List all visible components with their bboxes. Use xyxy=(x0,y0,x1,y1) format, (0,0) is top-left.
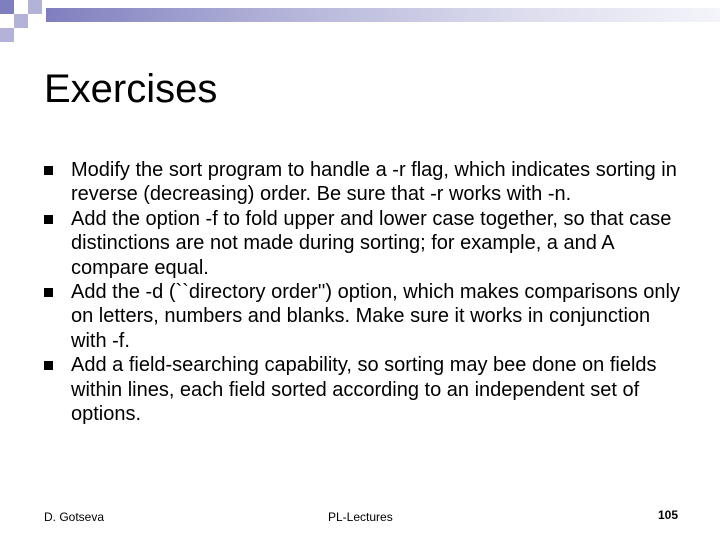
bullet-text: Modify the sort program to handle a -r flag, which indicates sorting in reverse (decreasing) order. Be sure that -r works with -n. xyxy=(71,159,677,206)
banner-square xyxy=(28,0,42,14)
square-bullet-icon xyxy=(44,288,53,297)
square-bullet-icon xyxy=(44,215,53,224)
page-number: 105 xyxy=(657,508,678,522)
banner-square xyxy=(14,14,28,28)
bullet-item xyxy=(44,158,684,207)
footer-course: PL-Lectures xyxy=(328,510,393,524)
bullet-text: Add a field-searching capability, so sorting may bee done on fields within lines, each field sorted according to an independent set of options. xyxy=(71,354,657,426)
banner-square xyxy=(28,14,42,28)
bullet-item xyxy=(44,207,684,280)
banner-square xyxy=(0,14,14,28)
banner-square xyxy=(14,28,28,42)
square-bullet-icon xyxy=(44,166,53,175)
bullet-list xyxy=(44,158,684,426)
banner-gradient-bar xyxy=(46,8,720,22)
decorative-banner xyxy=(0,0,720,48)
banner-square xyxy=(0,0,14,14)
bullet-item xyxy=(44,353,684,426)
bullet-text: Add the -d (``directory order'') option, which makes comparisons only on letters, numbers and blanks. Make sure it works in conjunction with -f. xyxy=(71,281,680,352)
banner-square xyxy=(14,0,28,14)
slide-title: Exercises xyxy=(44,67,218,111)
bullet-text: Add the option -f to fold upper and lower case together, so that case distinctions are not made during sorting; for example, a and A compare equal. xyxy=(71,207,672,279)
footer-author: D. Gotseva xyxy=(44,510,105,524)
square-bullet-icon xyxy=(44,361,53,370)
banner-square xyxy=(0,28,14,42)
bullet-item xyxy=(44,280,684,353)
